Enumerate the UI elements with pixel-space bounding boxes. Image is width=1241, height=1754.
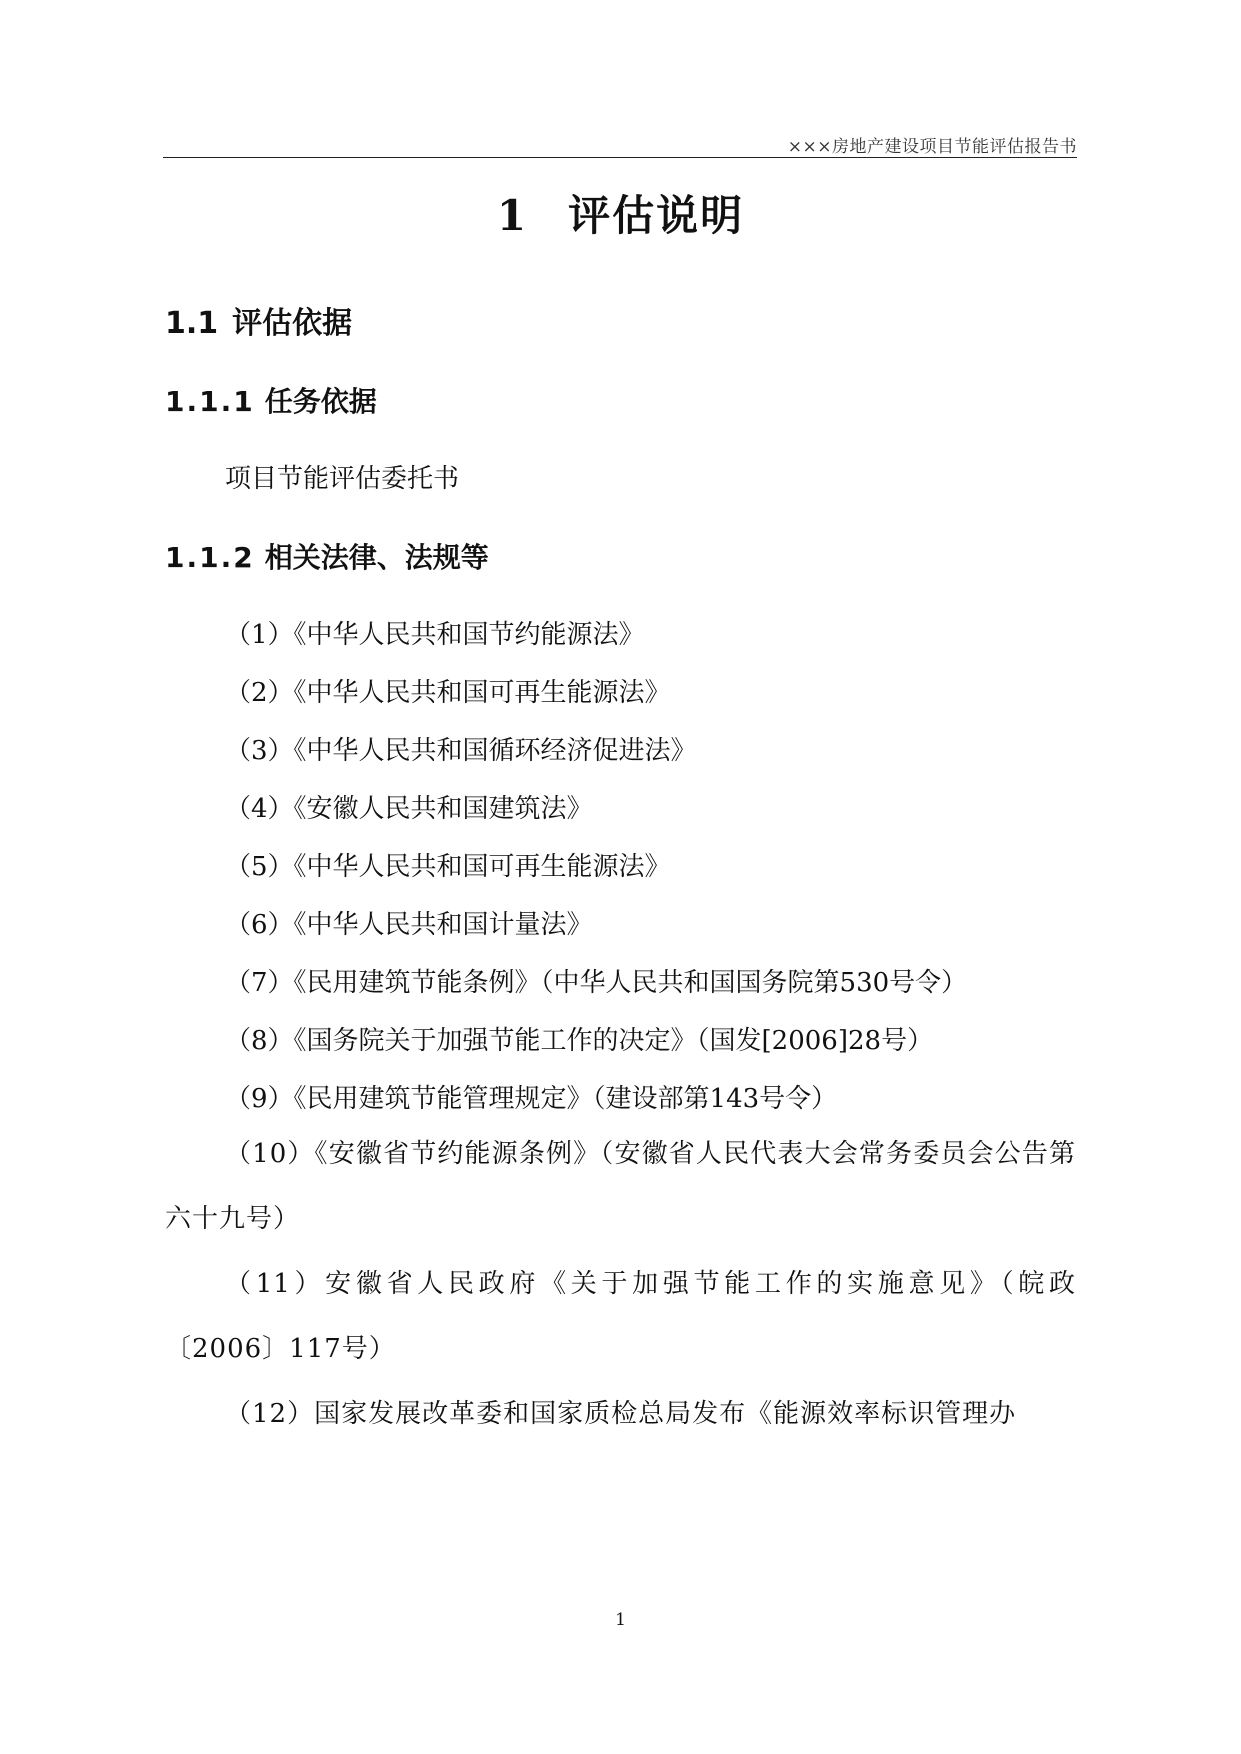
law-item: （10）《安徽省节约能源条例》（安徽省人民代表大会常务委员会公告第六十九号） [165, 1139, 1076, 1234]
law-item: （6）《中华人民共和国计量法》 [225, 910, 593, 940]
law-item: （8）《国务院关于加强节能工作的决定》（国发[2006]28号） [225, 1026, 934, 1056]
section-number: 1.1.2 [165, 541, 255, 574]
section-heading-1-1-1 [165, 380, 377, 420]
law-item: （12）国家发展改革委和国家质检总局发布《能源效率标识管理办 [225, 1399, 1017, 1429]
chapter-number: 1 [496, 191, 529, 240]
section-title: 任务依据 [264, 385, 377, 418]
law-item: （7）《民用建筑节能条例》（中华人民共和国国务院第530号令） [225, 968, 968, 998]
running-header: ×××房地产建设项目节能评估报告书 [787, 137, 1077, 157]
law-item: （2）《中华人民共和国可再生能源法》 [225, 678, 671, 708]
law-item: （4）《安徽人民共和国建筑法》 [225, 794, 593, 824]
section-title: 评估依据 [232, 306, 353, 341]
section-title: 相关法律、法规等 [264, 541, 489, 574]
chapter-title [0, 183, 1241, 243]
page-number: 1 [615, 1610, 626, 1630]
section-heading-1-1 [165, 298, 352, 342]
law-item: （1）《中华人民共和国节约能源法》 [225, 620, 645, 650]
law-item: （3）《中华人民共和国循环经济促进法》 [225, 736, 697, 766]
law-item: （11）安徽省人民政府《关于加强节能工作的实施意见》（皖政〔2006〕117号） [165, 1269, 1076, 1364]
section-number: 1.1 [165, 306, 219, 341]
body-paragraph: 项目节能评估委托书 [225, 464, 460, 494]
law-item: （9）《民用建筑节能管理规定》（建设部第143号令） [225, 1084, 838, 1114]
section-heading-1-1-2 [165, 536, 489, 576]
chapter-title-text: 评估说明 [568, 191, 745, 240]
section-number: 1.1.1 [165, 385, 255, 418]
law-item: （5）《中华人民共和国可再生能源法》 [225, 852, 671, 882]
header-rule [163, 157, 1077, 158]
